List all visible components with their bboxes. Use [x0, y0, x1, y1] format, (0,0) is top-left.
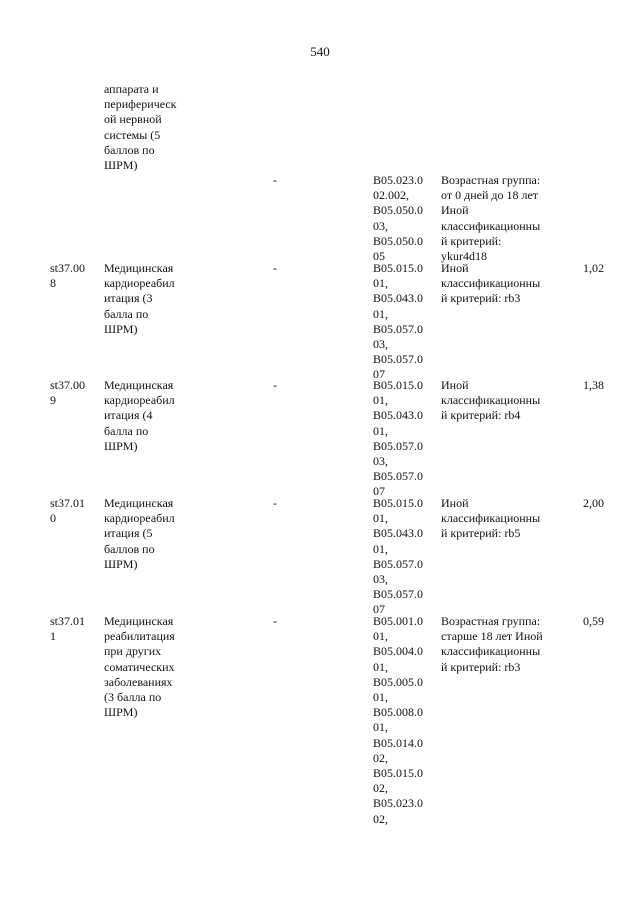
criteria-cell: Иной классификационны й критерий: rb5 [441, 496, 541, 541]
dash-cell: - [273, 261, 277, 275]
dash-cell: - [273, 614, 277, 628]
dash-cell: - [273, 378, 277, 392]
dash-cell: - [273, 496, 277, 510]
continued-name-cell: аппарата и периферическ ой нервной системы (5 баллов по ШРМ) [104, 82, 177, 173]
services-cell: B05.015.0 01, B05.043.0 01, B05.057.0 03, B05.057.0 07 [373, 261, 424, 382]
name-cell: Медицинская кардиореабил итация (4 балла по ШРМ) [104, 378, 175, 453]
services-cell: B05.015.0 01, B05.043.0 01, B05.057.0 03, B05.057.0 07 [373, 378, 424, 499]
code-cell: st37.00 9 [50, 378, 86, 408]
code-cell: st37.01 0 [50, 496, 86, 526]
criteria-cell: Иной классификационны й критерий: rb4 [441, 378, 541, 423]
page-number: 540 [310, 44, 330, 59]
code-cell: st37.00 8 [50, 261, 86, 291]
services-cell: B05.023.0 02.002, B05.050.0 03, B05.050.0 05 [373, 173, 424, 264]
services-cell: B05.001.0 01, B05.004.0 01, B05.005.0 01, B05.008.0 01, B05.014.0 02, B05.015.0 02, B05.023.0 02, [373, 614, 424, 826]
criteria-cell: Возрастная группа: старше 18 лет Иной классификационны й критерий: rb3 [441, 614, 543, 674]
coefficient-cell: 1,02 [583, 261, 604, 275]
criteria-cell: Иной классификационны й критерий: rb3 [441, 261, 541, 306]
code-cell: st37.01 1 [50, 614, 86, 644]
name-cell: Медицинская кардиореабил итация (5 баллов по ШРМ) [104, 496, 175, 571]
services-cell: B05.015.0 01, B05.043.0 01, B05.057.0 03, B05.057.0 07 [373, 496, 424, 617]
name-cell: Медицинская кардиореабил итация (3 балла по ШРМ) [104, 261, 175, 336]
dash-cell: - [273, 173, 277, 187]
coefficient-cell: 0,59 [583, 614, 604, 628]
coefficient-cell: 2,00 [583, 496, 604, 510]
criteria-cell: Возрастная группа: от 0 дней до 18 лет Иной классификационны й критерий: ykur4d18 [441, 173, 541, 264]
name-cell: Медицинская реабилитация при других соматических заболеваниях (3 балла по ШРМ) [104, 614, 175, 720]
coefficient-cell: 1,38 [583, 378, 604, 392]
